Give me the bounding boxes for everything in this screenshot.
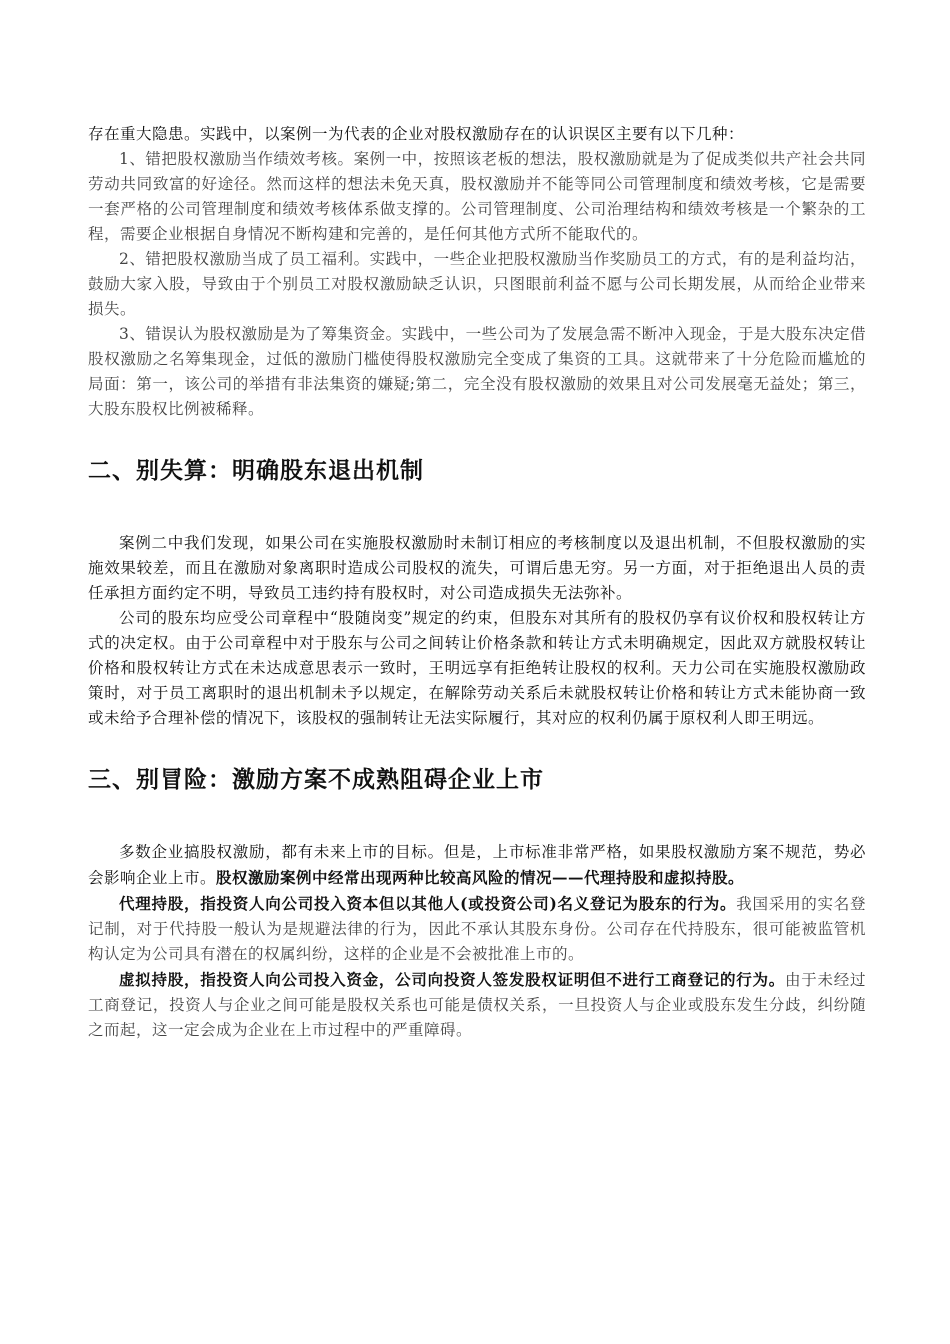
misconception-1: 1、错把股权激励当作绩效考核。案例一中，按照该老板的想法，股权激励就是为了促成类似共产社会共同劳动共同致富的好途径。然而这样的想法未免天真，股权激励并不能等同公司管理制度和绩效考核，它是需要一套严格的公司管理制度和绩效考核体系做支撑的。公司管理制度、公司治理结构和绩效考核是一个繁杂的工程，需要企业根据自身情况不断构建和完善的，是任何其他方式所不能取代的。 [88,150,866,243]
p2-normal-text: 我国采用的实名登记制，对于代持股一般认为是规避法律的行为，因此不承认其股东身份。公司存在代持股东，很可能被监管机构认定为公司具有潜在的权属纠纷，这样的企业是不会被批准上市的。 [88,895,866,963]
misconception-3: 3、错误认为股权激励是为了筹集资金。实践中，一些公司为了发展急需不断冲入现金，于是大股东决定借股权激励之名筹集现金，过低的激励门槛使得股权激励完全变成了集资的工具。这就带来了十分危险而尴尬的局面：第一，该公司的举措有非法集资的嫌疑;第二，完全没有股权激励的效果且对公司发展毫无益处；第三，大股东股权比例被稀释。 [88,325,866,418]
section-3-heading: 三、别冒险：激励方案不成熟阻碍企业上市 [88,767,544,793]
p2-bold-text: 代理持股，指投资人向公司投入资本但以其他人(或投资公司)名义登记为股东的行为。 [119,894,737,913]
p3-normal-text: 由于未经过工商登记，投资人与企业之间可能是股权关系也可能是债权关系，一旦投资人与企业或股东发生分歧，纠纷随之而起，这一定会成为企业在上市过程中的严重障碍。 [88,971,866,1039]
intro-paragraph: 存在重大隐患。实践中，以案例一为代表的企业对股权激励存在的认识误区主要有以下几种： [88,125,745,143]
document-page [88,122,866,1043]
section-3-paragraph-3 [88,967,866,1043]
section-2-paragraph-2: 公司的股东均应受公司章程中“股随岗变”规定的约束，但股东对其所有的股权仍享有议价权和股权转让方式的决定权。由于公司章程中对于股东与公司之间转让价格条款和转让方式未明确规定，因此双方就股权转让价格和股权转让方式在未达成意思表示一致时，王明远享有拒绝转让股权的权利。天力公司在实施股权激励政策时，对于员工离职时的退出机制未予以规定，在解除劳动关系后未就股权转让价格和转让方式未能协商一致或未给予合理补偿的情况下，该股权的强制转让无法实际履行，其对应的权利仍属于原权利人即王明远。 [88,609,866,727]
section-3-paragraph-2 [88,891,866,967]
section-2-paragraph-1: 案例二中我们发现，如果公司在实施股权激励时未制订相应的考核制度以及退出机制，不但股权激励的实施效果较差，而且在激励对象离职时造成公司股权的流失，可谓后患无穷。另一方面，对于拒绝退出人员的责任承担方面约定不明，导致员工违约持有股权时，对公司造成损失无法弥补。 [88,534,866,602]
p1-normal-text: 多数企业搞股权激励，都有未来上市的目标。但是，上市标准非常严格，如果股权激励方案不规范，势必会影响企业上市。 [88,843,866,887]
section-2-heading: 二、别失算：明确股东退出机制 [88,458,424,484]
p3-bold-text: 虚拟持股，指投资人向公司投入资金，公司向投资人签发股权证明但不进行工商登记的行为。 [119,970,785,989]
misconception-2: 2、错把股权激励当成了员工福利。实践中，一些企业把股权激励当作奖励员工的方式，有的是利益均沾，鼓励大家入股，导致由于个别员工对股权激励缺乏认识，只图眼前利益不愿与公司长期发展，从而给企业带来损失。 [88,250,866,318]
section-3-paragraph-1 [88,840,866,891]
p1-bold-text: 股权激励案例中经常出现两种比较高风险的情况——代理持股和虚拟持股。 [216,868,745,887]
